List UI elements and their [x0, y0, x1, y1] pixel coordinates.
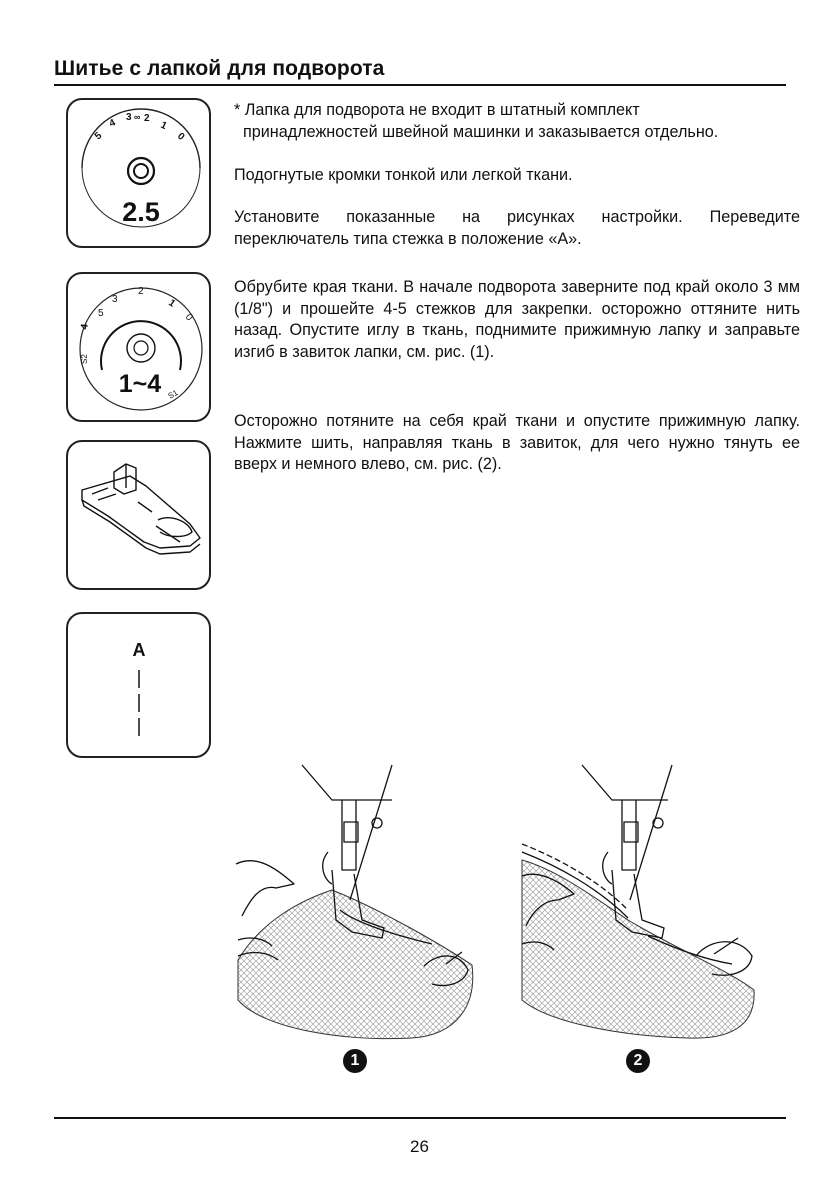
dial-mark: 0: [182, 311, 195, 324]
dial-knob-outer: [128, 158, 154, 184]
dial-mark: 1: [158, 119, 169, 133]
dial-mark: 4: [107, 117, 118, 130]
paragraph-3: Обрубите края ткани. В начале подворота заверните под край около 3 мм (1/8") и прошейте 4-5 стежков для закрепки. осторожно оттяните нить назад. Опустите иглу в ткань, поднимите прижимную лапку и заправьте изгиб в завиток лапки, см. рис. (1).: [234, 278, 800, 361]
dial-knob-inner: [134, 164, 148, 178]
paragraph-1: Подогнутые кромки тонкой или легкой ткани.: [234, 166, 573, 184]
svg-text:∞: ∞: [134, 112, 141, 122]
dial-knob-inner: [134, 341, 148, 355]
dial-mark: 5: [98, 308, 104, 319]
note-text: [234, 100, 800, 143]
section-title: Шитье с лапкой для подворота: [54, 57, 385, 80]
fabric: [238, 890, 473, 1039]
dial-mark: 4: [79, 323, 91, 331]
stitch-pattern-panel: [66, 612, 211, 758]
dial-mark: 3: [112, 294, 118, 305]
header-rule: [54, 84, 786, 86]
stitch-length-value: 2.5: [122, 197, 160, 227]
dial-mark: S2: [80, 354, 89, 364]
fabric: [522, 860, 754, 1038]
note-line-1: * Лапка для подворота не входит в штатный комплект: [234, 101, 640, 119]
dial-mark: 2: [144, 113, 150, 124]
sewing-illustration-1: [232, 760, 502, 1045]
note-line-2: принадлежностей швейной машинки и заказывается отдельно.: [243, 122, 719, 141]
dial-mark: 0: [175, 130, 187, 143]
page-number: 26: [410, 1137, 429, 1156]
dial-mark: 5: [92, 130, 105, 143]
stitch-width-panel: [66, 272, 211, 422]
sewing-illustration-2: [518, 760, 768, 1045]
stitch-pattern-label: A: [132, 640, 146, 660]
figure-marker-1: 1: [343, 1049, 367, 1073]
paragraph-4: Осторожно потяните на себя край ткани и опустите прижимную лапку. Нажмите шить, направляя ткань в завиток, для чего нужно тянуть ее вверх и немного влево, см. рис. (2).: [234, 412, 800, 474]
hemmer-foot-icon: [68, 442, 213, 592]
dial-mark: S1: [166, 388, 180, 401]
figure-marker-2: 2: [626, 1049, 650, 1073]
presser-foot-panel: [66, 440, 211, 590]
stitch-width-value: 1~4: [118, 370, 162, 398]
paragraph-2: Установите показанные на рисунках настройки. Переведите переключатель типа стежка в положение «А».: [234, 208, 800, 248]
dial-mark: 1: [166, 297, 178, 310]
dial-mark: 2: [138, 286, 144, 297]
stitch-length-panel: [66, 98, 211, 248]
dial-mark: 3: [126, 112, 132, 123]
footer-rule: [54, 1117, 786, 1119]
dial-knob-outer: [127, 334, 155, 362]
